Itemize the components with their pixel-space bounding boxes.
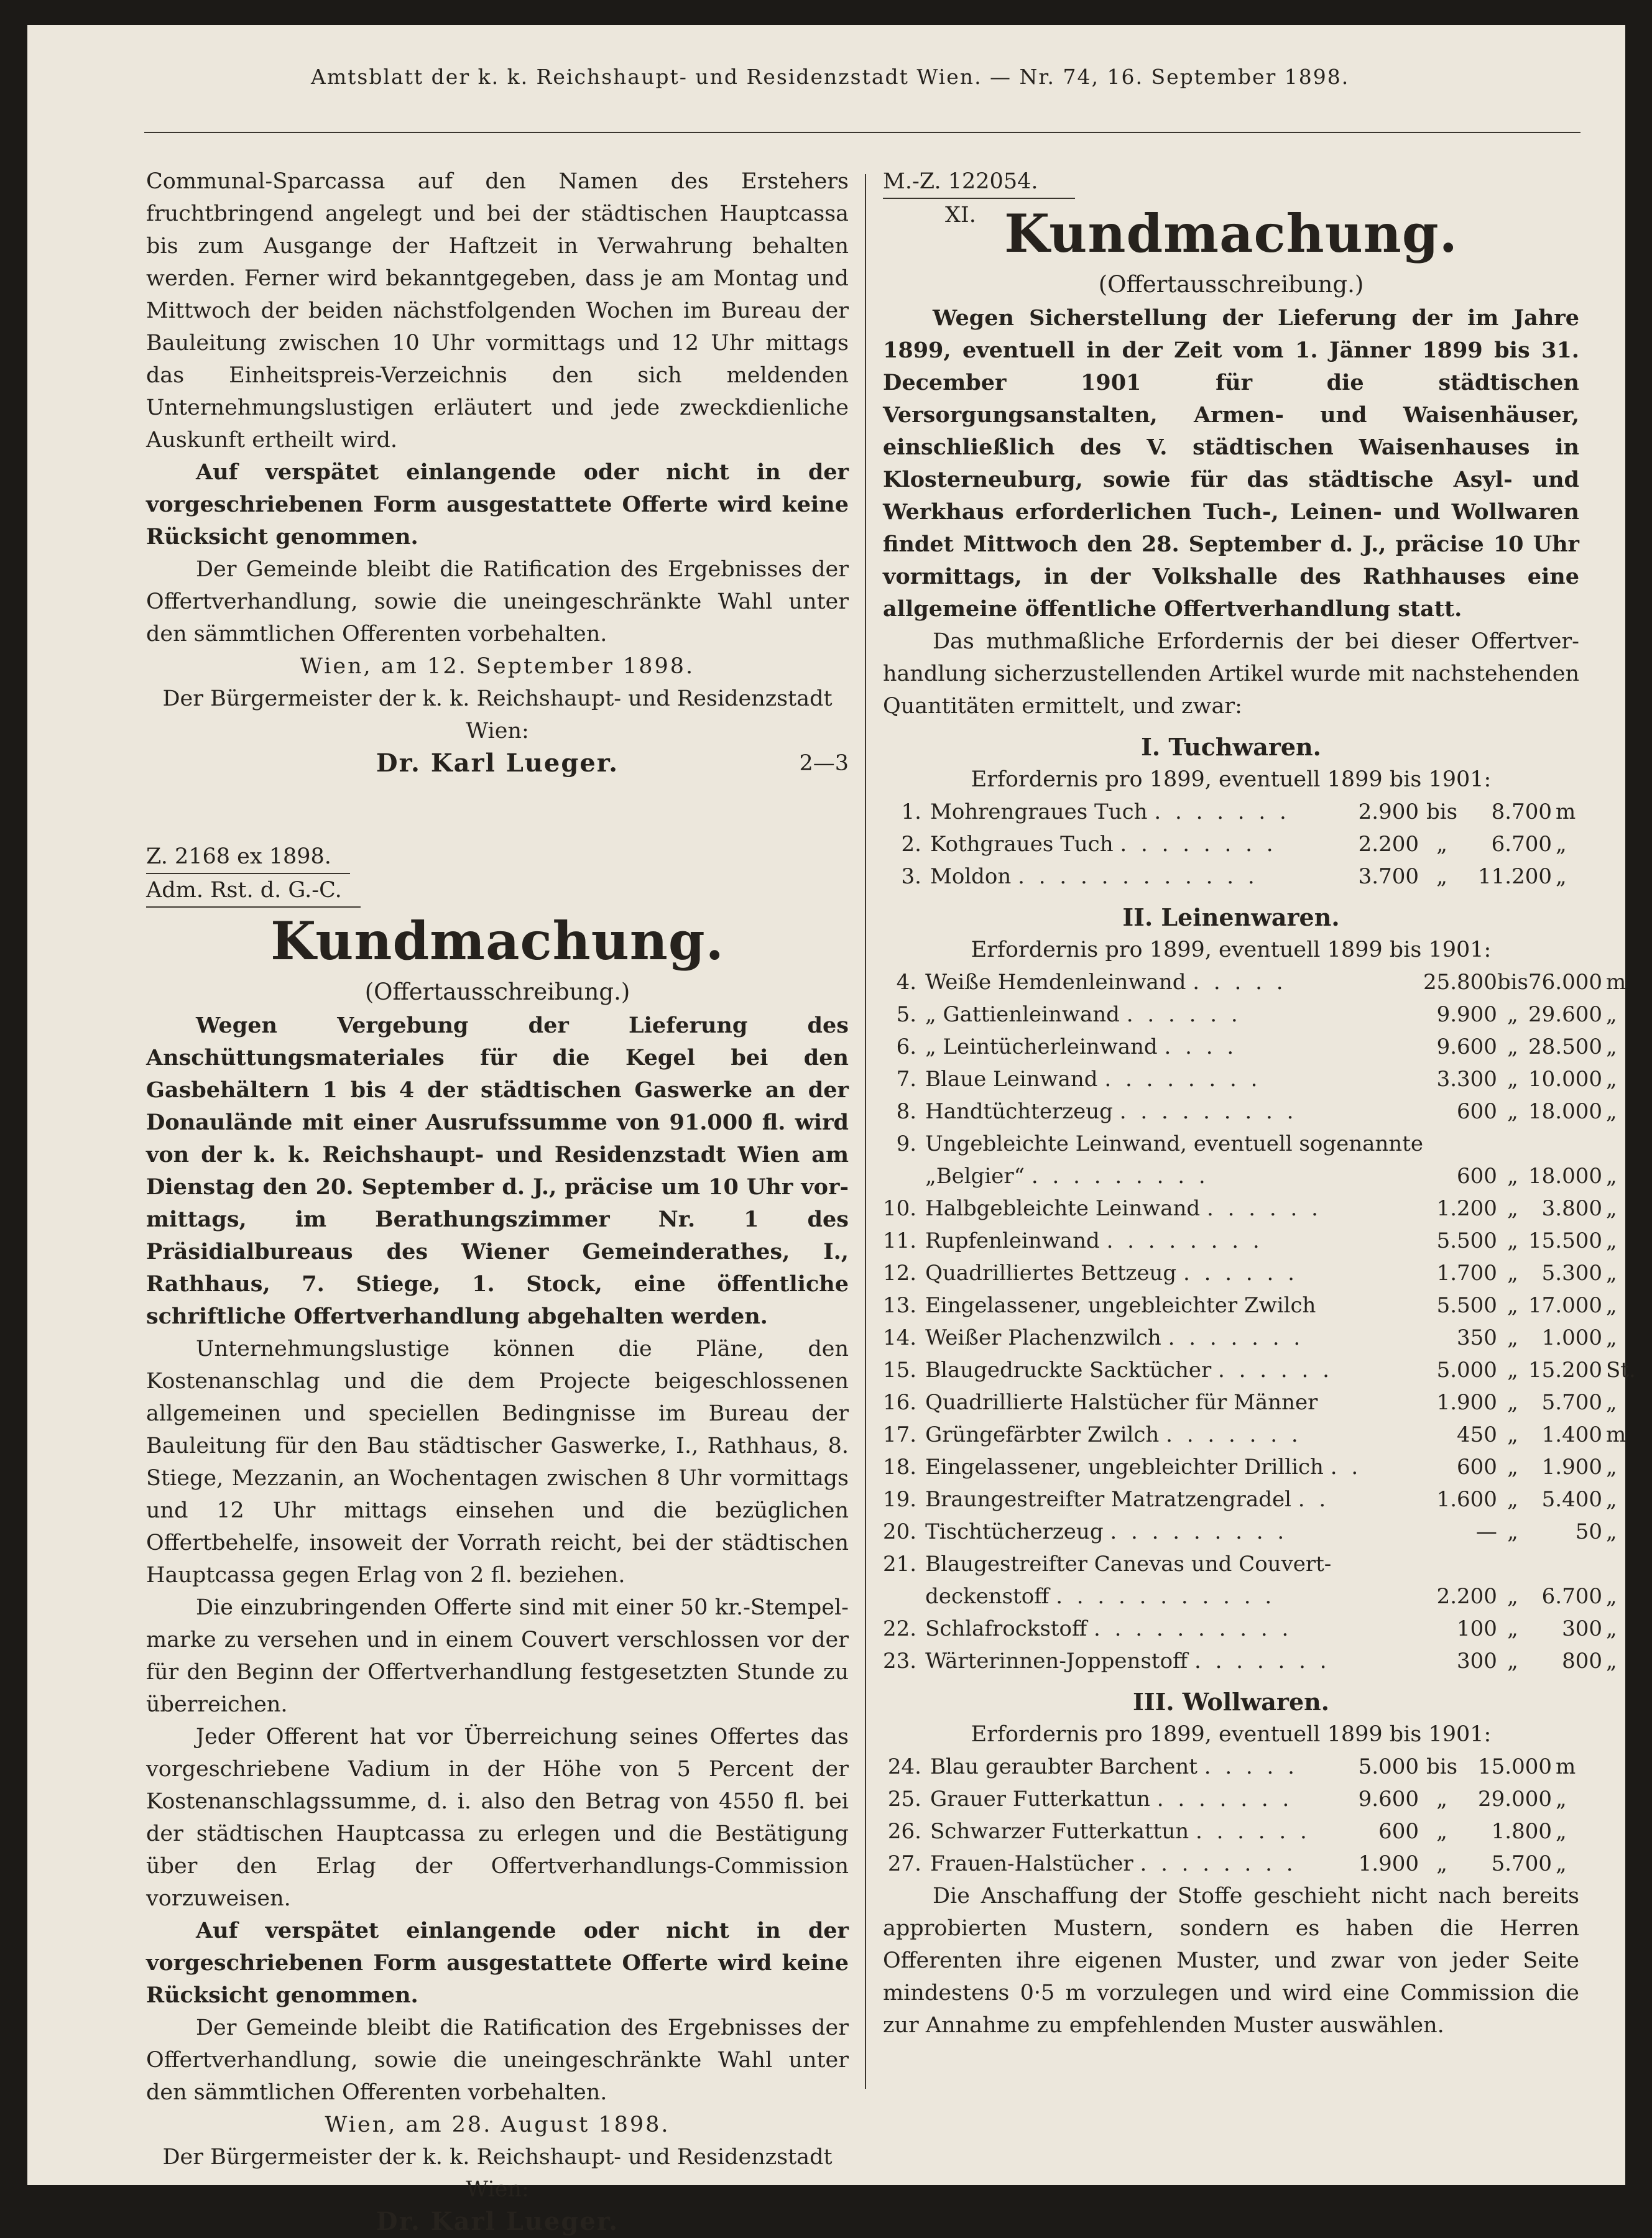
leader-dots: . . . . . bbox=[1204, 1754, 1298, 1779]
item-range-marker: „ bbox=[1507, 1358, 1518, 1383]
item-range-marker: bis bbox=[1426, 799, 1458, 824]
item-name-cell bbox=[930, 860, 1344, 893]
table-row bbox=[883, 1483, 1636, 1516]
item-quantity-1899: 5.000 bbox=[1436, 1358, 1497, 1383]
item-number: 24. bbox=[887, 1754, 921, 1779]
item-name: Quadrilliertes Bettzeug bbox=[925, 1261, 1177, 1286]
item-range-marker: bis bbox=[1497, 970, 1528, 995]
item-quantity-1899: 100 bbox=[1457, 1616, 1497, 1641]
page-header: Amtsblatt der k. k. Reichshaupt- und Residenzstadt Wien. — Nr. 74, 16. September 1898. bbox=[311, 65, 1350, 89]
item-name-cell bbox=[925, 1354, 1423, 1386]
table-row bbox=[883, 966, 1636, 998]
item-name-cell bbox=[925, 1160, 1423, 1192]
item-name: Schwarzer Futterkattun bbox=[930, 1819, 1189, 1844]
column-divider bbox=[865, 174, 866, 2089]
item-number: 9. bbox=[896, 1131, 917, 1156]
item-number bbox=[883, 1580, 925, 1613]
item-range-marker: „ bbox=[1507, 1099, 1518, 1124]
table-row bbox=[883, 1354, 1636, 1386]
leader-dots: . . . . . . . . bbox=[1140, 1851, 1297, 1876]
item-name: Schlafrockstoff bbox=[925, 1616, 1087, 1641]
leader-dots: . . . . . . . . . bbox=[1119, 1099, 1298, 1124]
leader-dots: . . . . . . bbox=[1183, 1261, 1298, 1286]
item-quantity-1901: 1.800 bbox=[1491, 1819, 1552, 1844]
item-unit: „ bbox=[1605, 1196, 1617, 1221]
requirements-list bbox=[883, 731, 1636, 1880]
item-name: Tischtücherzeug bbox=[925, 1519, 1104, 1544]
item-name-cell bbox=[925, 1192, 1423, 1225]
item-name-cell bbox=[925, 1257, 1423, 1289]
leader-dots: . . . . . . . . . . . . bbox=[1018, 864, 1258, 889]
item-name-cell bbox=[930, 1751, 1344, 1783]
item-range-marker: „ bbox=[1436, 1787, 1447, 1812]
item-unit: „ bbox=[1605, 1067, 1617, 1092]
reference-number: M.-Z. 122054. bbox=[883, 165, 1075, 199]
table-row bbox=[883, 1225, 1636, 1257]
item-number: 18. bbox=[883, 1455, 917, 1480]
leader-dots: . . . . . . bbox=[1218, 1358, 1333, 1383]
item-quantity-1901: 15.200 bbox=[1528, 1358, 1602, 1383]
item-unit: „ bbox=[1605, 1002, 1617, 1027]
item-quantity-1899: 3.300 bbox=[1436, 1067, 1497, 1092]
item-quantity-1901: 5.300 bbox=[1541, 1261, 1602, 1286]
reference-number: Z. 2168 ex 1898. bbox=[146, 840, 350, 874]
leader-dots: . . . . . . . . . . bbox=[1093, 1616, 1293, 1641]
item-number: 22. bbox=[883, 1616, 917, 1641]
item-unit: „ bbox=[1605, 1293, 1617, 1318]
item-name: „ Leintücherleinwand bbox=[925, 1034, 1158, 1059]
requirement-line: Erfordernis pro 1899, eventuell 1899 bis 1901: bbox=[971, 767, 1492, 792]
item-name-cell bbox=[925, 1031, 1423, 1063]
leader-dots: . . . . . . bbox=[1207, 1196, 1322, 1221]
table-row bbox=[883, 1751, 1579, 1783]
right-column bbox=[883, 165, 1636, 2042]
item-number: 23. bbox=[883, 1649, 917, 1674]
serial-number: 2—3 bbox=[799, 751, 849, 776]
table-row bbox=[883, 1063, 1636, 1095]
item-quantity-1899: 600 bbox=[1378, 1819, 1419, 1844]
item-range-marker: „ bbox=[1507, 1261, 1518, 1286]
item-name: Moldon bbox=[930, 864, 1012, 889]
table-row bbox=[883, 828, 1579, 860]
mayor-line: Der Bürgermeister der k. k. Reichshaupt- und Residenzstadt Wien: bbox=[162, 2145, 833, 2202]
item-quantity-1901: 6.700 bbox=[1491, 832, 1552, 857]
section-title: III. Wollwaren. bbox=[1133, 1688, 1329, 1716]
table-row bbox=[883, 998, 1636, 1031]
item-number: 2. bbox=[901, 832, 921, 857]
item-quantity-1901 bbox=[1528, 1128, 1602, 1160]
item-number: 27. bbox=[887, 1851, 921, 1876]
table-row bbox=[883, 860, 1579, 893]
section-title: II. Leinenwaren. bbox=[1122, 903, 1340, 931]
item-quantity-1901: 1.000 bbox=[1541, 1325, 1602, 1350]
item-name-cell bbox=[930, 796, 1344, 828]
notice-body: Die einzubringenden Offerte sind mit einer 50 kr.-Stempelmarke zu versehen und in einem Couvert verschlossen vor der für den Beginn der Offertverhandlung festgesetzten Stunde zu überreichen. bbox=[146, 1595, 849, 1717]
item-number: 12. bbox=[883, 1261, 917, 1286]
item-name-cell bbox=[925, 1128, 1423, 1160]
ratification-paragraph: Der Gemeinde bleibt die Ratification des Ergebnisses der Offertverhandlung, sowie die uneingeschränkte Wahl unter den sämmtlichen Offerenten vorbehalten. bbox=[146, 2015, 849, 2105]
item-range-marker bbox=[1497, 1548, 1528, 1580]
item-quantity-1901: 5.700 bbox=[1541, 1390, 1602, 1415]
closing-paragraph: Die Anschaffung der Stoffe geschieht nicht nach bereits approbierten Mustern, sondern es haben die Herren Offerenten ihre eigenen Muster, und zwar von jeder Seite mindestens 0·5 m vorzulegen und wird eine Commission die zur Annahme zu empfehlenden Muster auswählen. bbox=[883, 1884, 1579, 2038]
notice-title: Kundmachung. bbox=[270, 910, 724, 972]
item-quantity-1899: 300 bbox=[1457, 1649, 1497, 1674]
table-row bbox=[883, 1257, 1636, 1289]
item-quantity-1899: 5.500 bbox=[1436, 1228, 1497, 1253]
item-name: Weißer Plachenzwilch bbox=[925, 1325, 1161, 1350]
table-row bbox=[883, 1580, 1636, 1613]
table-row bbox=[883, 1192, 1636, 1225]
item-name-cell bbox=[930, 828, 1344, 860]
item-number: 20. bbox=[883, 1519, 917, 1544]
signature: Dr. Karl Lueger. bbox=[376, 748, 619, 778]
notice-body: Wegen Vergebung der Lieferung des Anschüttungsmateriales für die Kegel bei den Gasbehältern 1 bis 4 der städtischen Gaswerke an der Donaulände mit einer Ausrufssumme von 91.000 fl. wird von der k. k. Reichshaupt- und Residenzstadt Wien am Dienstag den 20. September d. J., präcise um 10 Uhr vormittags, im Berathungszimmer Nr. 1 des Präsidialbureaus des Wiener Gemeinderathes, I., Rathhaus, 7. Stiege, 1. Stock, eine öffentliche schriftliche Offertverhandlung abgehalten werden. bbox=[146, 1013, 849, 1329]
item-quantity-1899: 9.900 bbox=[1436, 1002, 1497, 1027]
notice-subtitle: (Offertausschreibung.) bbox=[364, 979, 630, 1005]
item-quantity-1899: 2.900 bbox=[1358, 799, 1419, 824]
item-range-marker: „ bbox=[1507, 1422, 1518, 1447]
item-name-cell bbox=[925, 966, 1423, 998]
item-name: Grüngefärbter Zwilch bbox=[925, 1422, 1160, 1447]
item-number: 13. bbox=[883, 1293, 917, 1318]
item-unit: „ bbox=[1605, 1228, 1617, 1253]
table-row bbox=[883, 1386, 1636, 1419]
item-name-cell bbox=[925, 1516, 1423, 1548]
item-range-marker: „ bbox=[1507, 1616, 1518, 1641]
item-range-marker: „ bbox=[1507, 1164, 1518, 1189]
item-name-cell bbox=[925, 1580, 1423, 1613]
item-number: 5. bbox=[896, 1002, 917, 1027]
item-quantity-1901: 6.700 bbox=[1541, 1584, 1602, 1609]
item-number: 3. bbox=[901, 864, 921, 889]
item-number: 7. bbox=[896, 1067, 917, 1092]
item-name: Eingelassener, ungebleichter Drillich bbox=[925, 1455, 1324, 1480]
leader-dots: . . . . . . . . . . . bbox=[1056, 1584, 1276, 1609]
item-unit: „ bbox=[1605, 1584, 1617, 1609]
requirement-line: Erfordernis pro 1899, eventuell 1899 bis 1901: bbox=[971, 1722, 1492, 1747]
item-name-cell bbox=[925, 1548, 1423, 1580]
leader-dots: . . . . bbox=[1164, 1034, 1238, 1059]
item-name: Quadrillierte Halstücher für Männer bbox=[925, 1390, 1318, 1415]
item-number: 17. bbox=[883, 1422, 917, 1447]
item-name: deckenstoff bbox=[925, 1584, 1050, 1609]
leader-dots: . . . . . . bbox=[1195, 1819, 1311, 1844]
item-name: Handtüchterzeug bbox=[925, 1099, 1113, 1124]
item-unit: m bbox=[1605, 970, 1627, 995]
leader-dots: . . . . . . . bbox=[1166, 1422, 1302, 1447]
item-name: „ Gattienleinwand bbox=[925, 1002, 1120, 1027]
item-unit: „ bbox=[1605, 1649, 1617, 1674]
item-range-marker: „ bbox=[1507, 1584, 1518, 1609]
item-name: Wärterinnen-Joppenstoff bbox=[925, 1649, 1188, 1674]
item-name-cell bbox=[925, 1225, 1423, 1257]
item-unit: „ bbox=[1556, 1851, 1567, 1876]
item-name: Weiße Hemdenleinwand bbox=[925, 970, 1186, 995]
item-name: Blaugedruckte Sacktücher bbox=[925, 1358, 1212, 1383]
item-unit: „ bbox=[1605, 1261, 1617, 1286]
item-quantity-1899: 5.500 bbox=[1436, 1293, 1497, 1318]
item-quantity-1901: 300 bbox=[1562, 1616, 1602, 1641]
signature: Dr. Karl Lueger. bbox=[376, 2207, 619, 2236]
item-name-cell bbox=[925, 1386, 1423, 1419]
item-range-marker: „ bbox=[1507, 1034, 1518, 1059]
leader-dots: . . . . . . . bbox=[1156, 1787, 1293, 1812]
item-range-marker: „ bbox=[1507, 1390, 1518, 1415]
item-unit: St. bbox=[1605, 1358, 1636, 1383]
requirement-line: Erfordernis pro 1899, eventuell 1899 bis 1901: bbox=[971, 937, 1492, 962]
leader-dots: . . bbox=[1298, 1487, 1330, 1512]
item-range-marker: „ bbox=[1507, 1067, 1518, 1092]
item-number: 6. bbox=[896, 1034, 917, 1059]
item-number: 21. bbox=[883, 1552, 917, 1577]
item-number: 8. bbox=[896, 1099, 917, 1124]
item-unit: „ bbox=[1605, 1325, 1617, 1350]
item-unit: „ bbox=[1556, 832, 1567, 857]
item-name: Eingelassener, ungebleichter Zwilch bbox=[925, 1293, 1316, 1318]
leader-dots: . . . . . . . . bbox=[1104, 1067, 1262, 1092]
item-quantity-1901: 1.900 bbox=[1541, 1455, 1602, 1480]
item-name-cell bbox=[930, 1815, 1344, 1848]
item-unit: „ bbox=[1605, 1099, 1617, 1124]
notice-subtitle: (Offertausschreibung.) bbox=[1098, 271, 1364, 298]
section-title: I. Tuchwaren. bbox=[1141, 733, 1321, 761]
item-quantity-1901: 28.500 bbox=[1528, 1034, 1602, 1059]
item-quantity-1901: 5.400 bbox=[1541, 1487, 1602, 1512]
table-row bbox=[883, 1419, 1636, 1451]
item-quantity-1901: 18.000 bbox=[1528, 1164, 1602, 1189]
item-quantity-1901: 1.400 bbox=[1541, 1422, 1602, 1447]
item-quantity-1901: 3.800 bbox=[1541, 1196, 1602, 1221]
item-name-cell bbox=[925, 1063, 1423, 1095]
item-quantity-1901: 5.700 bbox=[1491, 1851, 1552, 1876]
item-name-cell bbox=[925, 1451, 1423, 1483]
item-unit: „ bbox=[1605, 1487, 1617, 1512]
items-table bbox=[883, 966, 1636, 1677]
item-number: 25. bbox=[887, 1787, 921, 1812]
item-unit: „ bbox=[1556, 864, 1567, 889]
table-row bbox=[883, 796, 1579, 828]
item-name-cell bbox=[930, 1848, 1344, 1880]
table-row bbox=[883, 1783, 1579, 1815]
item-number: 1. bbox=[901, 799, 921, 824]
item-name: Frauen-Halstücher bbox=[930, 1851, 1133, 1876]
item-quantity-1899: 600 bbox=[1457, 1099, 1497, 1124]
item-quantity-1901: 15.000 bbox=[1478, 1754, 1552, 1779]
leader-dots: . . . . . . bbox=[1126, 1002, 1242, 1027]
item-name-cell bbox=[925, 1289, 1423, 1322]
item-range-marker: „ bbox=[1507, 1228, 1518, 1253]
item-name: Braungestreifter Matratzengradel bbox=[925, 1487, 1291, 1512]
item-unit: „ bbox=[1605, 1390, 1617, 1415]
item-quantity-1899 bbox=[1423, 1548, 1497, 1580]
item-quantity-1899: 2.200 bbox=[1358, 832, 1419, 857]
table-row bbox=[883, 1289, 1636, 1322]
item-quantity-1899: 1.900 bbox=[1436, 1390, 1497, 1415]
item-quantity-1899: 1.200 bbox=[1436, 1196, 1497, 1221]
notice-body: Unternehmungslustige können die Pläne, den Kostenanschlag und die dem Projecte beigeschlossenen allgemeinen und speciellen Bedingnisse im Bureau der Bauleitung für den Bau städtischer Gaswerke, I., Rathhaus, 8. Stiege, Mezzanin, an Wochentagen zwischen 8 Uhr vormittags und 12 Uhr mittags einsehen und die bezüglichen Offertbehelfe, insoweit der Vorrath reicht, bei der städtischen Hauptcassa gegen Erlag von 2 fl. beziehen. bbox=[146, 1337, 849, 1588]
leader-dots: . . . . . . . . bbox=[1106, 1228, 1263, 1253]
item-range-marker: „ bbox=[1507, 1325, 1518, 1350]
item-quantity-1901: 17.000 bbox=[1528, 1293, 1602, 1318]
item-unit: m bbox=[1556, 1754, 1576, 1779]
item-name: Blaue Leinwand bbox=[925, 1067, 1098, 1092]
item-unit: m bbox=[1605, 1422, 1627, 1447]
item-number: 26. bbox=[887, 1819, 921, 1844]
table-row bbox=[883, 1516, 1636, 1548]
item-quantity-1899: 600 bbox=[1457, 1455, 1497, 1480]
late-offer-notice: Auf verspätet einlangende oder nicht in der vorgeschriebenen Form ausgestattete Offerte wird keine Rücksicht genommen. bbox=[146, 459, 849, 550]
item-number: 14. bbox=[883, 1325, 917, 1350]
item-quantity-1901: 29.000 bbox=[1478, 1787, 1552, 1812]
item-range-marker: „ bbox=[1507, 1455, 1518, 1480]
table-row bbox=[883, 1548, 1636, 1580]
item-quantity-1901: 76.000 bbox=[1528, 970, 1602, 995]
item-number: 16. bbox=[883, 1390, 917, 1415]
item-quantity-1899: 25.800 bbox=[1423, 970, 1497, 995]
leader-dots: . . . . . . . . . bbox=[1031, 1164, 1209, 1189]
item-quantity-1901: 50 bbox=[1575, 1519, 1602, 1544]
table-row bbox=[883, 1128, 1636, 1160]
item-quantity-1899: 600 bbox=[1457, 1164, 1497, 1189]
item-unit bbox=[1602, 1548, 1636, 1580]
item-unit: „ bbox=[1605, 1519, 1617, 1544]
item-quantity-1899: 1.900 bbox=[1358, 1851, 1419, 1876]
header-rule bbox=[144, 132, 1580, 133]
notice-body: Das muthmaßliche Erfordernis der bei dieser Offertverhandlung sicherzustellenden Artikel wurde mit nachstehenden Quantitäten ermittelt, und zwar: bbox=[883, 629, 1579, 719]
items-table bbox=[883, 1751, 1579, 1880]
item-unit: „ bbox=[1605, 1616, 1617, 1641]
item-range-marker bbox=[1497, 1128, 1528, 1160]
item-unit: m bbox=[1556, 799, 1576, 824]
item-quantity-1899: 450 bbox=[1457, 1422, 1497, 1447]
leader-dots: . . . . . . . bbox=[1154, 799, 1290, 824]
item-range-marker: „ bbox=[1436, 1851, 1447, 1876]
items-table bbox=[883, 796, 1579, 893]
item-number: 11. bbox=[883, 1228, 917, 1253]
item-name: Rupfenleinwand bbox=[925, 1228, 1100, 1253]
ratification-paragraph: Der Gemeinde bleibt die Ratification des Ergebnisses der Offertverhandlung, sowie die uneingeschränkte Wahl unter den sämmtlichen Offerenten vorbehalten. bbox=[146, 557, 849, 647]
leader-dots: . . . . . . . bbox=[1168, 1325, 1304, 1350]
notice-title: Kundmachung. bbox=[1004, 203, 1458, 264]
table-row bbox=[883, 1160, 1636, 1192]
date-line: Wien, am 28. August 1898. bbox=[325, 2112, 670, 2137]
left-column bbox=[146, 165, 849, 2238]
item-quantity-1899: 350 bbox=[1457, 1325, 1497, 1350]
reference-department: Adm. Rst. d. G.-C. bbox=[146, 874, 361, 908]
item-range-marker: „ bbox=[1436, 832, 1447, 857]
item-number: 15. bbox=[883, 1358, 917, 1383]
table-row bbox=[883, 1645, 1636, 1677]
item-range-marker: „ bbox=[1507, 1649, 1518, 1674]
item-quantity-1899: 2.200 bbox=[1436, 1584, 1497, 1609]
notice-body: Wegen Sicherstellung der Lieferung der im Jahre 1899, eventuell in der Zeit vom 1. Jänner 1899 bis 31. December 1901 für die städtischen Versorgungsanstalten, Armen- und Waisenhäuser, einschließlich des V. städtischen Waisenhauses in Klosterneuburg, sowie für das städtische Asyl- und Werkhaus erforderlichen Tuch-, Leinen- und Wollwaren findet Mittwoch den 28. September d. J., präcise 10 Uhr vormittags, in der Volkshalle des Rathhauses eine allgemeine öffentliche Offertverhandlung statt. bbox=[883, 305, 1579, 622]
item-name: Grauer Futterkattun bbox=[930, 1787, 1150, 1812]
item-name-cell bbox=[925, 1322, 1423, 1354]
date-line: Wien, am 12. September 1898. bbox=[300, 654, 695, 679]
notice-body: Jeder Offerent hat vor Überreichung seines Offertes das vorgeschriebene Vadium in der Höhe von 5 Percent der Kostenanschlagssumme, d. i. also den Betrag von 4550 fl. bei der städtischen Hauptcassa zu erlegen und die Bestätigung über den Erlag der Offertverhandlungs-Commission vorzuweisen. bbox=[146, 1725, 849, 1911]
late-offer-notice: Auf verspätet einlangende oder nicht in der vorgeschriebenen Form ausgestattete Offerte wird keine Rücksicht genommen. bbox=[146, 1918, 849, 2008]
item-number: 10. bbox=[883, 1196, 917, 1221]
item-unit bbox=[1602, 1128, 1636, 1160]
item-name-cell bbox=[925, 1419, 1423, 1451]
table-row bbox=[883, 1095, 1636, 1128]
item-unit: „ bbox=[1605, 1034, 1617, 1059]
item-quantity-1899: 9.600 bbox=[1358, 1787, 1419, 1812]
item-name-cell bbox=[925, 998, 1423, 1031]
item-quantity-1899: — bbox=[1475, 1519, 1497, 1544]
item-quantity-1901: 8.700 bbox=[1491, 799, 1552, 824]
item-range-marker: „ bbox=[1507, 1293, 1518, 1318]
item-quantity-1899: 1.700 bbox=[1436, 1261, 1497, 1286]
item-name-cell bbox=[925, 1645, 1423, 1677]
item-unit: „ bbox=[1605, 1164, 1617, 1189]
item-quantity-1901: 11.200 bbox=[1478, 864, 1552, 889]
item-quantity-1901: 29.600 bbox=[1528, 1002, 1602, 1027]
continued-paragraph: Communal-Sparcassa auf den Namen des Erstehers fruchtbringend angelegt und bei der städtischen Hauptcassa bis zum Ausgange der Haftzeit in Verwahrung behalten werden. Ferner wird bekanntgegeben, dass je am Montag und Mittwoch der beiden nächstfolgenden Wochen im Bureau der Bauleitung zwischen 10 Uhr vormittags und 12 Uhr mittags das Einheitspreis-Verzeichnis den sich meldenden Unternehmungslustigen erläutert und jede zweckdienliche Auskunft ertheilt wird. bbox=[146, 169, 849, 453]
mayor-line: Der Bürgermeister der k. k. Reichshaupt- und Residenzstadt Wien: bbox=[162, 686, 833, 744]
item-unit: „ bbox=[1556, 1787, 1567, 1812]
table-row bbox=[883, 1613, 1636, 1645]
reference-department: XI. bbox=[945, 203, 976, 228]
table-row bbox=[883, 1815, 1579, 1848]
table-row bbox=[883, 1031, 1636, 1063]
item-quantity-1901: 15.500 bbox=[1528, 1228, 1602, 1253]
item-number bbox=[883, 1160, 925, 1192]
item-quantity-1901: 10.000 bbox=[1528, 1067, 1602, 1092]
item-range-marker: „ bbox=[1507, 1487, 1518, 1512]
item-unit: „ bbox=[1605, 1455, 1617, 1480]
item-name: Halbgebleichte Leinwand bbox=[925, 1196, 1201, 1221]
item-name: Mohrengraues Tuch bbox=[930, 799, 1148, 824]
item-range-marker: „ bbox=[1436, 864, 1447, 889]
leader-dots: . . . . . . . . . bbox=[1110, 1519, 1288, 1544]
item-name-cell bbox=[925, 1095, 1423, 1128]
leader-dots: . . . . . bbox=[1193, 970, 1287, 995]
item-name-cell bbox=[925, 1613, 1423, 1645]
item-name: Blau geraubter Barchent bbox=[930, 1754, 1197, 1779]
table-row bbox=[883, 1322, 1636, 1354]
item-name-cell bbox=[925, 1483, 1423, 1516]
item-name: „Belgier“ bbox=[925, 1164, 1025, 1189]
item-number: 4. bbox=[896, 970, 917, 995]
item-number: 19. bbox=[883, 1487, 917, 1512]
item-quantity-1899: 9.600 bbox=[1436, 1034, 1497, 1059]
item-range-marker: „ bbox=[1436, 1819, 1447, 1844]
item-range-marker: bis bbox=[1426, 1754, 1458, 1779]
item-range-marker: „ bbox=[1507, 1002, 1518, 1027]
item-quantity-1899: 1.600 bbox=[1436, 1487, 1497, 1512]
table-row bbox=[883, 1451, 1636, 1483]
item-name-cell bbox=[930, 1783, 1344, 1815]
leader-dots: . . . . . . . bbox=[1194, 1649, 1331, 1674]
item-name: Blaugestreifter Canevas und Couvert- bbox=[925, 1552, 1332, 1577]
leader-dots: . . . . . . . . bbox=[1120, 832, 1277, 857]
item-name: Ungebleichte Leinwand, eventuell sogenannte bbox=[925, 1131, 1423, 1156]
item-quantity-1899 bbox=[1423, 1128, 1497, 1160]
item-quantity-1901 bbox=[1528, 1548, 1602, 1580]
table-row bbox=[883, 1848, 1579, 1880]
item-quantity-1901: 18.000 bbox=[1528, 1099, 1602, 1124]
item-range-marker: „ bbox=[1507, 1519, 1518, 1544]
item-unit: „ bbox=[1556, 1819, 1567, 1844]
item-quantity-1899: 5.000 bbox=[1358, 1754, 1419, 1779]
item-name: Kothgraues Tuch bbox=[930, 832, 1114, 857]
item-quantity-1901: 800 bbox=[1562, 1649, 1602, 1674]
item-quantity-1899: 3.700 bbox=[1358, 864, 1419, 889]
item-range-marker: „ bbox=[1507, 1196, 1518, 1221]
leader-dots: . . bbox=[1330, 1455, 1362, 1480]
